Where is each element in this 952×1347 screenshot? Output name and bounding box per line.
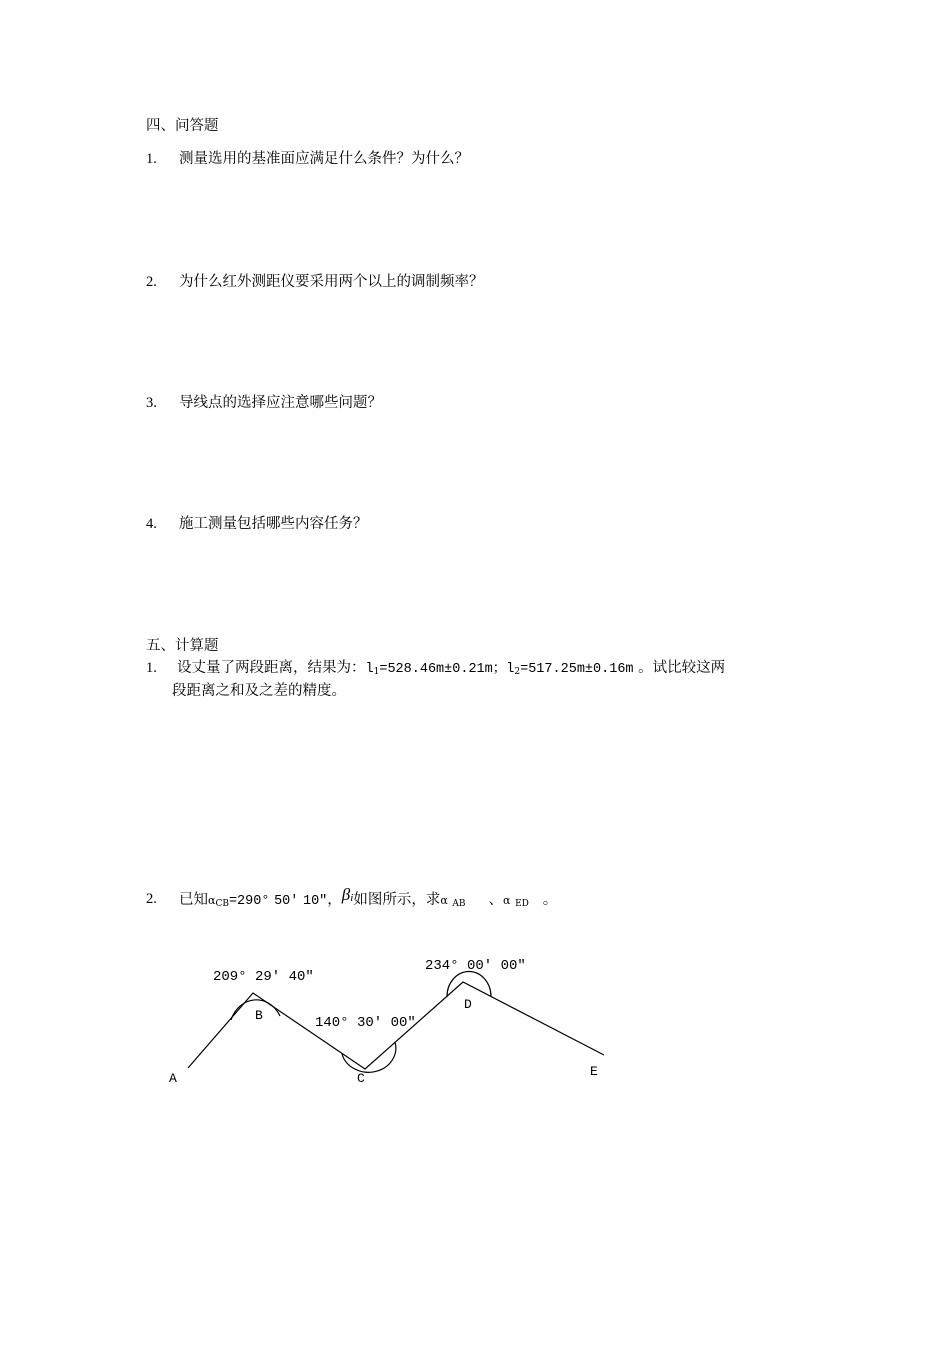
alpha-ed-symbol: α [503,894,511,907]
question-2-number: 2. [146,274,157,290]
angle-label-d: 234° 00′ 00″ [425,958,526,974]
l1-value: =528.46m±0.21m [379,662,493,677]
point-label-d: D [464,997,472,1012]
question-3-text: 导线点的选择应注意哪些问题？ [179,395,382,411]
alpha-ab-symbol: α [440,894,448,907]
point-label-a: A [169,1071,177,1086]
separator: ； [492,662,507,677]
alpha-cb-subscript: CB [215,899,229,909]
alpha-cb-seconds: 10″ [302,894,328,909]
alpha-cb-minutes: 50′ [274,894,299,909]
alpha-cb-degrees: =290° [228,894,270,909]
section-4-heading: 四、问答题 [146,118,219,134]
l1-subscript: 1 [373,667,380,677]
point-label-b: B [255,1008,263,1023]
alpha-cb-symbol: α [208,894,216,907]
question-4-number: 4. [146,516,157,532]
calc-2-number: 2. [146,891,157,907]
question-1-number: 1. [146,151,157,167]
l2-symbol: l [506,662,515,677]
l2-subscript: 2 [514,667,521,677]
point-label-e: E [590,1064,598,1079]
alpha-ab-subscript: AB [452,899,466,909]
l2-value: =517.25m±0.16m [520,662,634,677]
alpha-ed-subscript: ED [515,899,529,909]
question-2-text: 为什么红外测距仪要采用两个以上的调制频率？ [179,274,484,290]
beta-symbol: β [341,885,351,904]
question-3-number: 3. [146,395,157,411]
angle-label-b: 209° 29′ 40″ [213,969,314,985]
l1-symbol: l [365,662,374,677]
section-5-heading: 五、计算题 [146,638,219,654]
enumeration-comma: 、 [488,892,504,908]
calc-2-end: 。 [542,892,558,908]
question-4-text: 施工测量包括哪些内容任务？ [179,516,368,532]
calc-2-prefix: 已知 [179,892,208,908]
calc-1-tail: 。试比较这两 [638,660,726,676]
angle-arc-c [342,1042,396,1072]
point-label-c: C [357,1071,365,1086]
question-1-text: 测量选用的基准面应满足什么条件？为什么？ [179,151,469,167]
beta-subscript: i [350,892,354,904]
calc-1-intro: 设丈量了两段距离，结果为： [177,660,366,676]
calc-2-mid: 如图所示，求 [353,892,441,908]
calc-2-comma: ， [327,892,342,908]
calc-1-number: 1. [146,660,157,676]
calc-1-line-2: 段距离之和及之差的精度。 [172,683,346,699]
angle-label-c: 140° 30′ 00″ [315,1015,416,1031]
